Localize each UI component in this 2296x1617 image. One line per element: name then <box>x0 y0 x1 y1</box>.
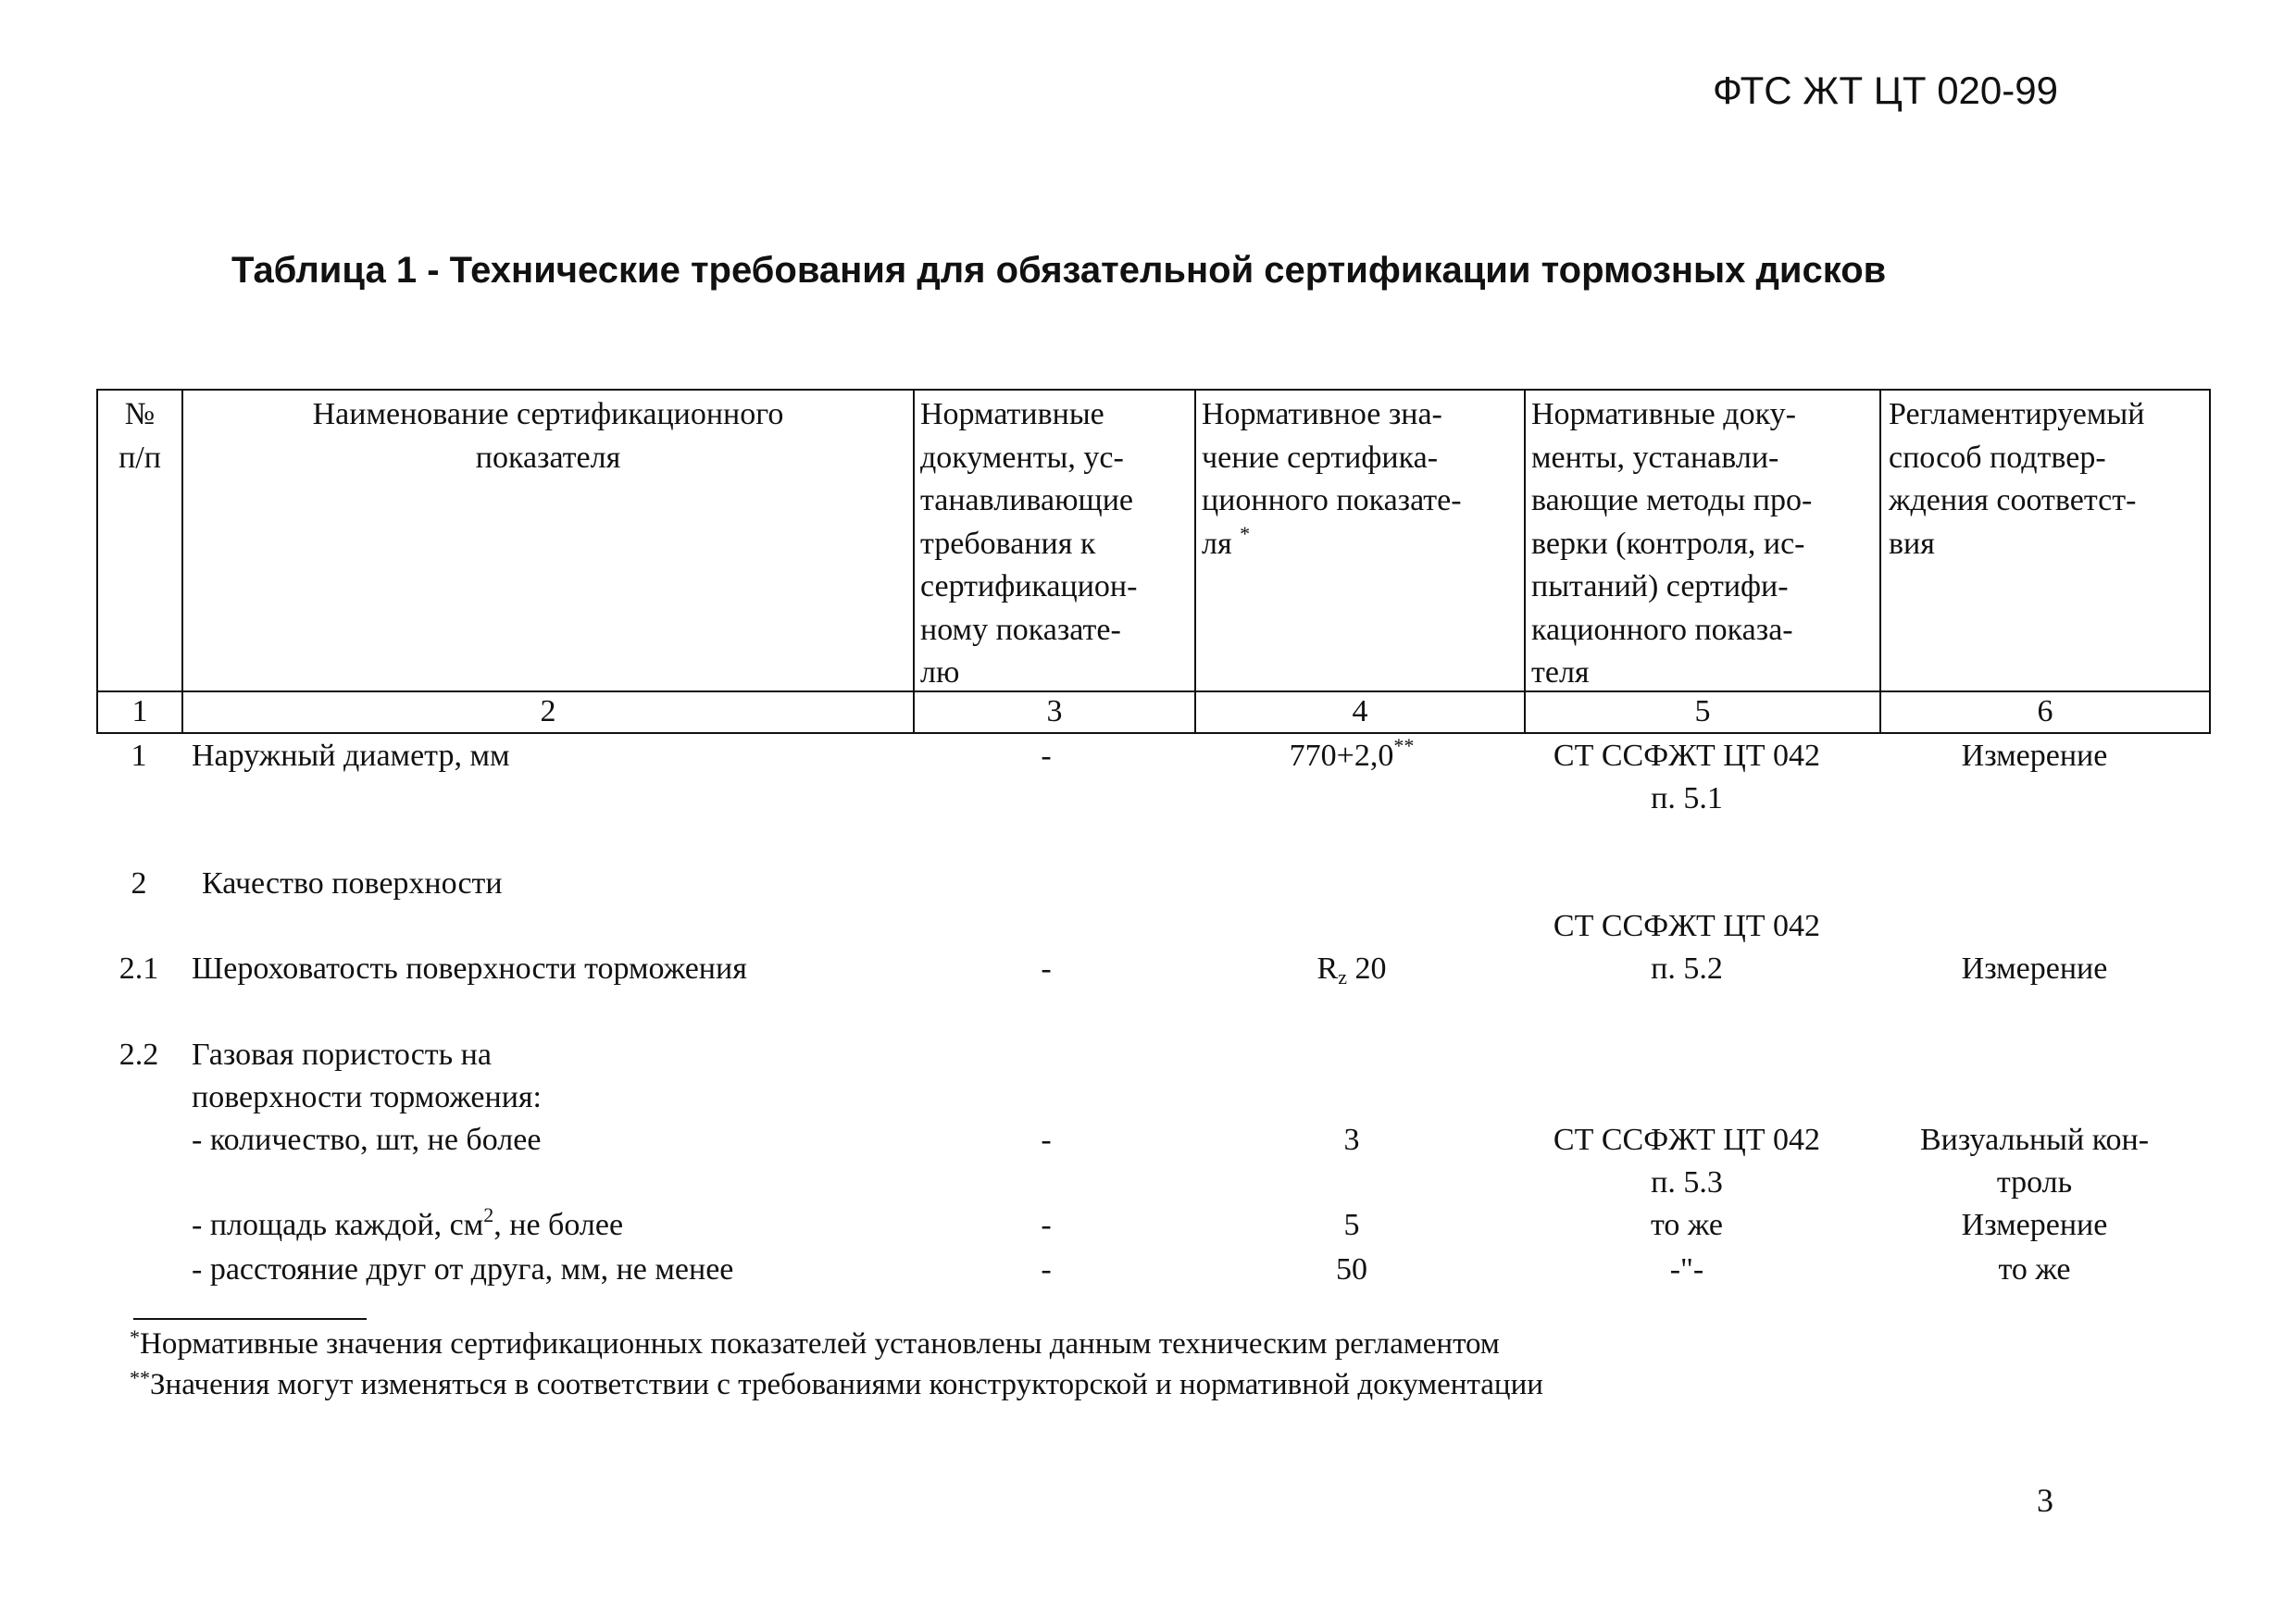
requirement-doc: - <box>1041 952 1052 986</box>
col-border-3 <box>1194 389 1196 734</box>
header-line: Нормативное зна- <box>1202 397 1442 431</box>
method-doc-clause: п. 5.3 <box>1651 1165 1723 1200</box>
table-numbers-bottom-border <box>96 732 2211 734</box>
header-line: ля <box>1202 526 1232 561</box>
header-line: сертификацион- <box>920 569 1138 603</box>
header-cell-normative-value <box>1202 393 1462 566</box>
confirmation-method: то же <box>1998 1252 2071 1287</box>
value-text: 20 <box>1346 952 1387 986</box>
method-doc: СТ ССФЖТ ЦТ 042 <box>1553 909 1821 943</box>
confirmation-method: троль <box>1996 1165 2073 1200</box>
col-border-6 <box>2209 389 2211 734</box>
footnote-reference-mark: ** <box>1393 734 1415 757</box>
column-number-5: 5 <box>1694 694 1711 728</box>
row-number: 2 <box>131 866 147 901</box>
value-symbol: R <box>1316 952 1339 986</box>
header-line: способ подтвер- <box>1889 440 2106 475</box>
header-cell-confirmation-method <box>1889 393 2144 566</box>
table-top-border <box>96 389 2211 391</box>
column-number-3: 3 <box>1046 694 1063 728</box>
page-number: 3 <box>2037 1482 2053 1519</box>
footnote-1 <box>130 1325 1500 1362</box>
col-border-2 <box>913 389 915 734</box>
header-line: чение сертифика- <box>1202 440 1439 475</box>
header-line: кационного показа- <box>1531 612 1793 647</box>
method-doc: -"- <box>1669 1252 1704 1287</box>
column-number-1: 1 <box>131 694 148 728</box>
indicator-name <box>192 1204 623 1247</box>
header-cell-requirement-docs <box>920 393 1137 695</box>
header-cell-number <box>98 393 181 479</box>
indicator-name: Качество поверхности <box>202 866 503 901</box>
indicator-name: - расстояние друг от друга, мм, не менее <box>192 1252 734 1287</box>
method-doc: СТ ССФЖТ ЦТ 042 <box>1553 1123 1821 1157</box>
header-line: менты, устанавли- <box>1531 440 1779 475</box>
header-line: № <box>124 397 156 431</box>
header-line: ждения соответст- <box>1889 483 2137 517</box>
row-number: 1 <box>131 739 147 773</box>
footnote-text: Значения могут изменяться в соответствии с требованиями конструкторской и нормативной документации <box>150 1368 1543 1401</box>
method-doc-clause: п. 5.1 <box>1651 781 1723 815</box>
document-code: ФТС ЖТ ЦТ 020-99 <box>1713 68 2058 112</box>
table-title: Таблица 1 - Технические требования для обязательной сертификации тормозных дисков <box>231 250 1887 291</box>
footnote-mark: * <box>130 1325 140 1349</box>
header-line: вия <box>1889 526 1935 561</box>
header-cell-test-method-docs <box>1531 393 1812 695</box>
confirmation-method: Визуальный кон- <box>1919 1123 2150 1157</box>
header-line: лю <box>920 655 960 690</box>
name-text: , не более <box>493 1208 624 1242</box>
column-number-6: 6 <box>2037 694 2053 728</box>
header-line: Наименование сертификационного <box>312 397 784 431</box>
row-number: 2.2 <box>119 1038 159 1072</box>
requirement-doc: - <box>1041 1123 1052 1157</box>
column-number-4: 4 <box>1352 694 1368 728</box>
header-line: ционного показате- <box>1202 483 1462 517</box>
indicator-name: Шероховатость поверхности торможения <box>192 952 747 986</box>
header-line: п/п <box>119 440 161 475</box>
confirmation-method: Измерение <box>1961 739 2108 773</box>
method-doc: СТ ССФЖТ ЦТ 042 <box>1553 739 1821 773</box>
normative-value: 3 <box>1343 1123 1360 1157</box>
normative-value: 50 <box>1336 1252 1367 1287</box>
header-line: верки (контроля, ис- <box>1531 526 1805 561</box>
footnote-mark: ** <box>130 1366 150 1389</box>
footnote-text: Нормативные значения сертификационных показателей установлены данным техническим регламентом <box>140 1327 1500 1361</box>
requirement-doc: - <box>1041 1252 1052 1287</box>
value-subscript: z <box>1338 965 1347 989</box>
normative-value <box>1222 948 1481 990</box>
indicator-name: Наружный диаметр, мм <box>192 739 510 773</box>
column-number-2: 2 <box>540 694 556 728</box>
method-doc-clause: п. 5.2 <box>1651 952 1723 986</box>
unit-superscript: 2 <box>483 1203 494 1226</box>
header-line: Нормативные <box>920 397 1104 431</box>
requirement-doc: - <box>1041 1208 1052 1242</box>
header-line: танавливающие <box>920 483 1133 517</box>
col-border-5 <box>1879 389 1881 734</box>
method-doc: то же <box>1650 1208 1724 1242</box>
header-line: ному показате- <box>920 612 1121 647</box>
col-border-4 <box>1524 389 1526 734</box>
header-line: вающие методы про- <box>1531 483 1813 517</box>
footnote-reference-mark: * <box>1240 521 1251 545</box>
confirmation-method: Измерение <box>1961 1208 2108 1242</box>
confirmation-method: Измерение <box>1961 952 2108 986</box>
row-number: 2.1 <box>119 952 159 986</box>
header-line: показателя <box>475 440 621 475</box>
header-line-with-mark <box>1202 523 1462 566</box>
normative-value <box>1222 735 1481 777</box>
table-header-divider <box>96 690 2211 692</box>
header-cell-indicator-name <box>183 393 913 479</box>
header-line: теля <box>1531 655 1590 690</box>
footnote-separator <box>133 1318 367 1320</box>
header-line: Нормативные доку- <box>1531 397 1796 431</box>
indicator-name: - количество, шт, не более <box>192 1123 542 1157</box>
value-text: 770+2,0 <box>1289 739 1394 773</box>
header-line: требования к <box>920 526 1096 561</box>
requirement-doc: - <box>1041 739 1052 773</box>
header-line: пытаний) сертифи- <box>1531 569 1789 603</box>
normative-value: 5 <box>1343 1208 1360 1242</box>
header-line: Регламентируемый <box>1889 397 2145 431</box>
footnote-2 <box>130 1366 1543 1403</box>
header-line: документы, ус- <box>920 440 1124 475</box>
indicator-name: Газовая пористость на <box>192 1038 492 1072</box>
indicator-name: поверхности торможения: <box>192 1080 543 1114</box>
name-text: - площадь каждой, см <box>192 1208 484 1242</box>
